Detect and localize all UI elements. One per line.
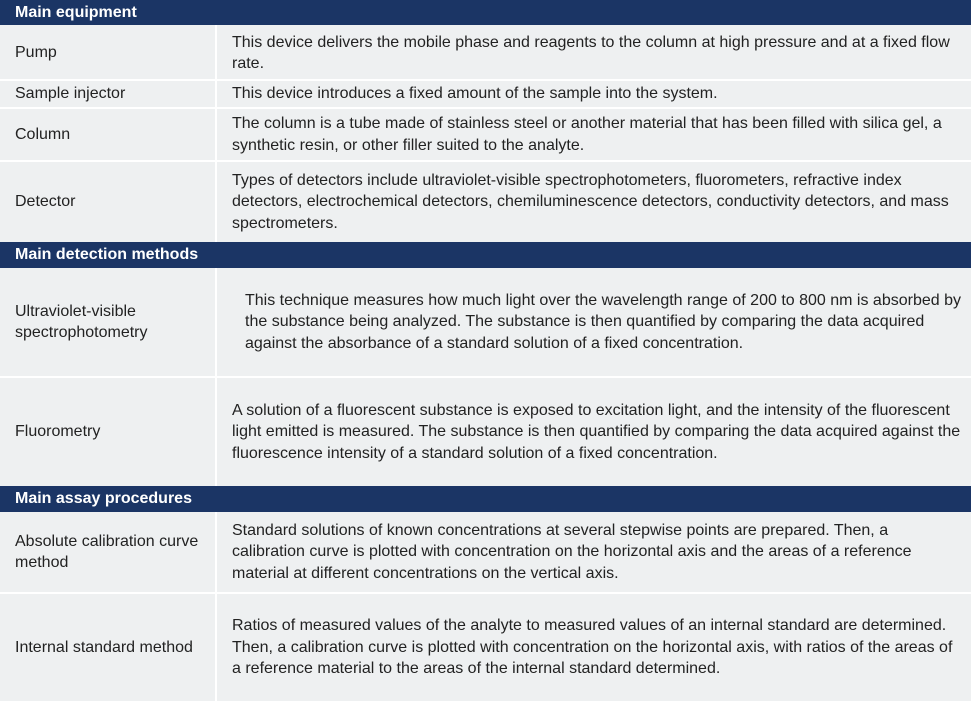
section-title: Main assay procedures [15, 490, 192, 507]
table-row [0, 512, 971, 592]
row-label: Column [15, 125, 71, 143]
row-label: Pump [15, 44, 57, 62]
row-label: Sample injector [15, 85, 126, 103]
row-label: Internal standard method [15, 638, 193, 656]
row-description: A solution of a fluorescent substance is exposed to excitation light, and the intensity of the fluorescent light emitted is measured. The substance is then quantified by comparing the data acquired against the fluorescence intensity of a standard solution of a fixed concentration. [232, 401, 961, 462]
section-header [0, 242, 971, 268]
row-description: This device delivers the mobile phase and reagents to the column at high pressure and at a fixed flow rate. [232, 33, 950, 72]
row-label: Fluorometry [15, 423, 101, 441]
section-header [0, 486, 971, 512]
table-row [0, 81, 971, 107]
table-row [0, 162, 971, 242]
row-description: This device introduces a fixed amount of the sample into the system. [232, 85, 718, 103]
row-description: This technique measures how much light over the wavelength range of 200 to 800 nm is absorbed by the substance being analyzed. The substance is then quantified by comparing the data acquired against the absorbance of a standard solution of a fixed concentration. [245, 291, 961, 352]
row-label: Absolute calibration curve method [15, 532, 199, 571]
row-description: Standard solutions of known concentrations at several stepwise points are prepared. Then, a calibration curve is plotted with concentration on the horizontal axis and the areas of a reference material at different concentrations on the vertical axis. [232, 521, 912, 582]
row-label: Detector [15, 193, 76, 211]
row-description: Ratios of measured values of the analyte to measured values of an internal standard are determined. Then, a calibration curve is plotted with concentration on the horizontal axis, with ratios of the areas of a reference material to the areas of the internal standard determined. [232, 617, 953, 678]
section-header [0, 0, 971, 25]
table-row [0, 378, 971, 486]
row-description: Types of detectors include ultraviolet-visible spectrophotometers, fluorometers, refractive index detectors, electrochemical detectors, chemiluminescence detectors, conductivity detectors, and mass spectrometers. [232, 171, 949, 232]
table-row [0, 25, 971, 81]
table-row [0, 109, 971, 160]
row-label: Ultraviolet-visible spectrophotometry [15, 302, 148, 341]
table-row [0, 594, 971, 701]
row-description: The column is a tube made of stainless steel or another material that has been filled with silica gel, a synthetic resin, or other filler suited to the analyte. [232, 115, 942, 154]
table-row [0, 268, 971, 376]
section-title: Main equipment [15, 3, 137, 21]
section-title: Main detection methods [15, 246, 199, 263]
